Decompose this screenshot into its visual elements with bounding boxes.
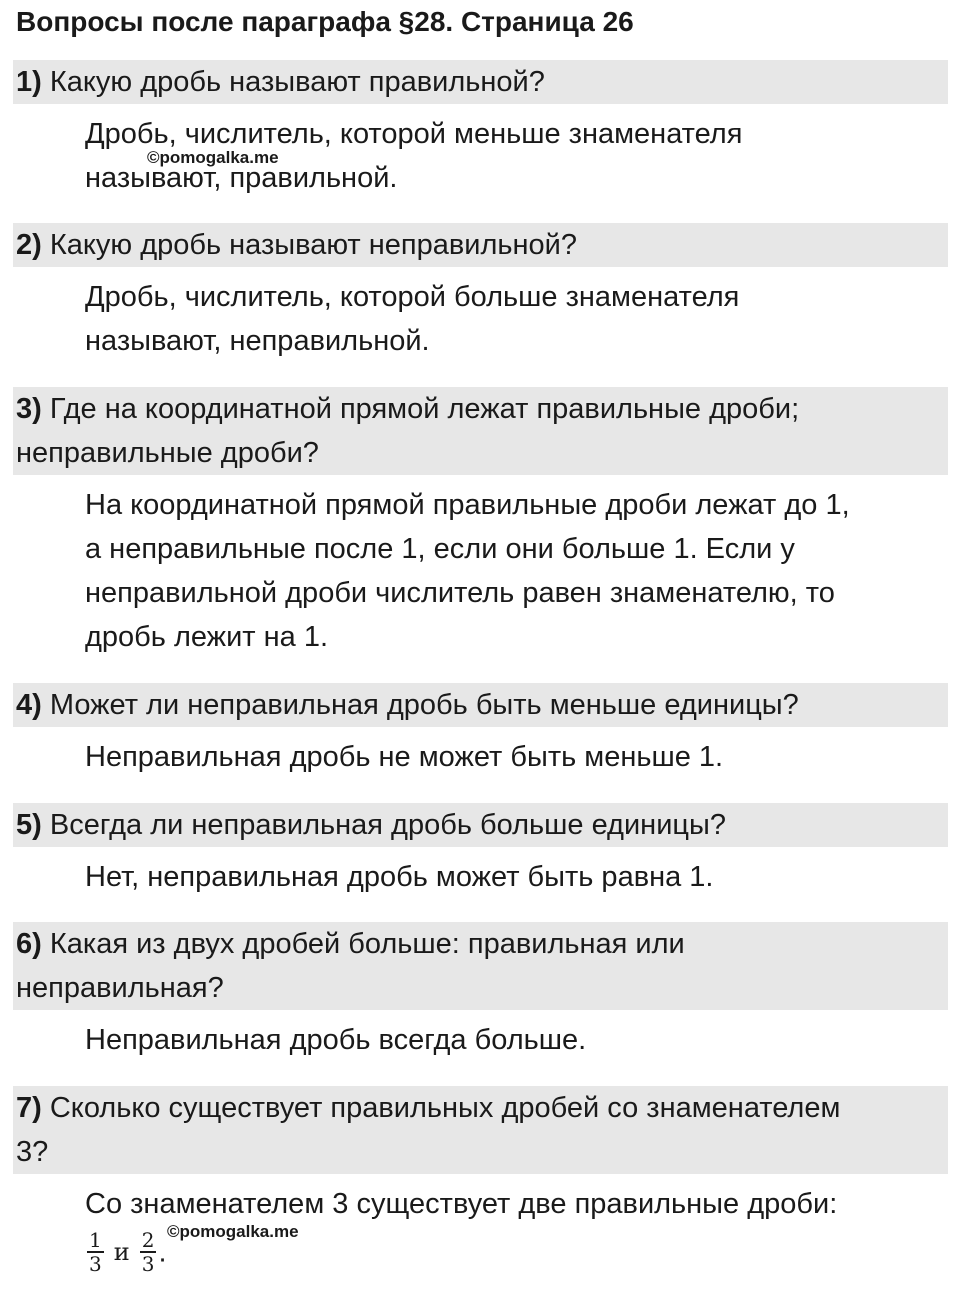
question-7 [13, 1086, 948, 1174]
question-text: Какую дробь называют правильной? [49, 66, 545, 98]
question-text: Где на координатной прямой лежат правильные дроби; [49, 393, 800, 425]
answer-line: На координатной прямой правильные дроби лежат до 1, [85, 489, 850, 521]
answer-4 [13, 735, 948, 779]
answer-line: называют, неправильной. [85, 325, 430, 357]
qa-block-6 [13, 922, 948, 1062]
answer-line: дробь лежит на 1. [85, 621, 329, 653]
question-number: 3) [16, 393, 42, 425]
question-1 [13, 60, 948, 104]
qa-block-1 [13, 60, 948, 200]
question-number: 5) [16, 809, 42, 841]
question-text: Может ли неправильная дробь быть меньше единицы? [49, 689, 799, 721]
answer-line: Неправильная дробь всегда больше. [85, 1024, 587, 1056]
answer-line: а неправильные после 1, если они больше 1. Если у [85, 533, 795, 565]
question-2 [13, 223, 948, 267]
question-3 [13, 387, 948, 475]
watermark: ©pomogalka.me [147, 148, 279, 167]
qa-block-7 [13, 1086, 948, 1277]
fraction-numerator: 1 [89, 1228, 102, 1253]
question-text: Какая из двух дробей больше: правильная или [49, 928, 685, 960]
fraction-two-thirds [140, 1229, 157, 1275]
answer-6 [13, 1018, 948, 1062]
fraction-denominator: 3 [141, 1252, 155, 1277]
qa-block-4 [13, 683, 948, 779]
answer-5 [13, 855, 948, 899]
sentence-end: . [158, 1236, 167, 1269]
fraction-denominator: 3 [89, 1252, 102, 1277]
answer-line: называют, правильной. [85, 162, 398, 194]
question-text: Всегда ли неправильная дробь больше единицы? [49, 809, 726, 841]
fraction-numerator: 2 [141, 1228, 155, 1253]
watermark: ©pomogalka.me [167, 1222, 299, 1241]
question-number: 4) [16, 689, 42, 721]
question-text: неправильная? [16, 972, 224, 1004]
question-6 [13, 922, 948, 1010]
answer-3 [13, 483, 948, 659]
question-text: 3? [16, 1136, 49, 1168]
question-4 [13, 683, 948, 727]
answer-line: Дробь, числитель, которой меньше знаменателя [85, 118, 743, 150]
question-text: Сколько существует правильных дробей со знаменателем [49, 1092, 841, 1124]
answer-1 [13, 112, 948, 200]
question-number: 2) [16, 229, 42, 261]
answer-line: неправильной дроби числитель равен знаменателю, то [85, 577, 835, 609]
page-title: Вопросы после параграфа §28. Страница 26 [16, 6, 634, 37]
question-text: неправильные дроби? [16, 437, 319, 469]
answer-line: Нет, неправильная дробь может быть равна 1. [85, 861, 714, 893]
fraction-one-third [87, 1229, 104, 1275]
question-number: 6) [16, 928, 42, 960]
qa-block-5 [13, 803, 948, 899]
answer-line: Неправильная дробь не может быть меньше 1. [85, 741, 724, 773]
question-number: 7) [16, 1092, 42, 1124]
answer-line: Дробь, числитель, которой больше знаменателя [85, 281, 740, 313]
question-text: Какую дробь называют неправильной? [49, 229, 577, 261]
answer-2 [13, 275, 948, 363]
conjunction: и [113, 1238, 130, 1267]
question-number: 1) [16, 66, 42, 98]
answer-line: Со знаменателем 3 существует две правильные дроби: [85, 1188, 838, 1220]
answer-7 [13, 1182, 948, 1277]
question-5 [13, 803, 948, 847]
qa-block-2 [13, 223, 948, 363]
qa-block-3 [13, 387, 948, 659]
